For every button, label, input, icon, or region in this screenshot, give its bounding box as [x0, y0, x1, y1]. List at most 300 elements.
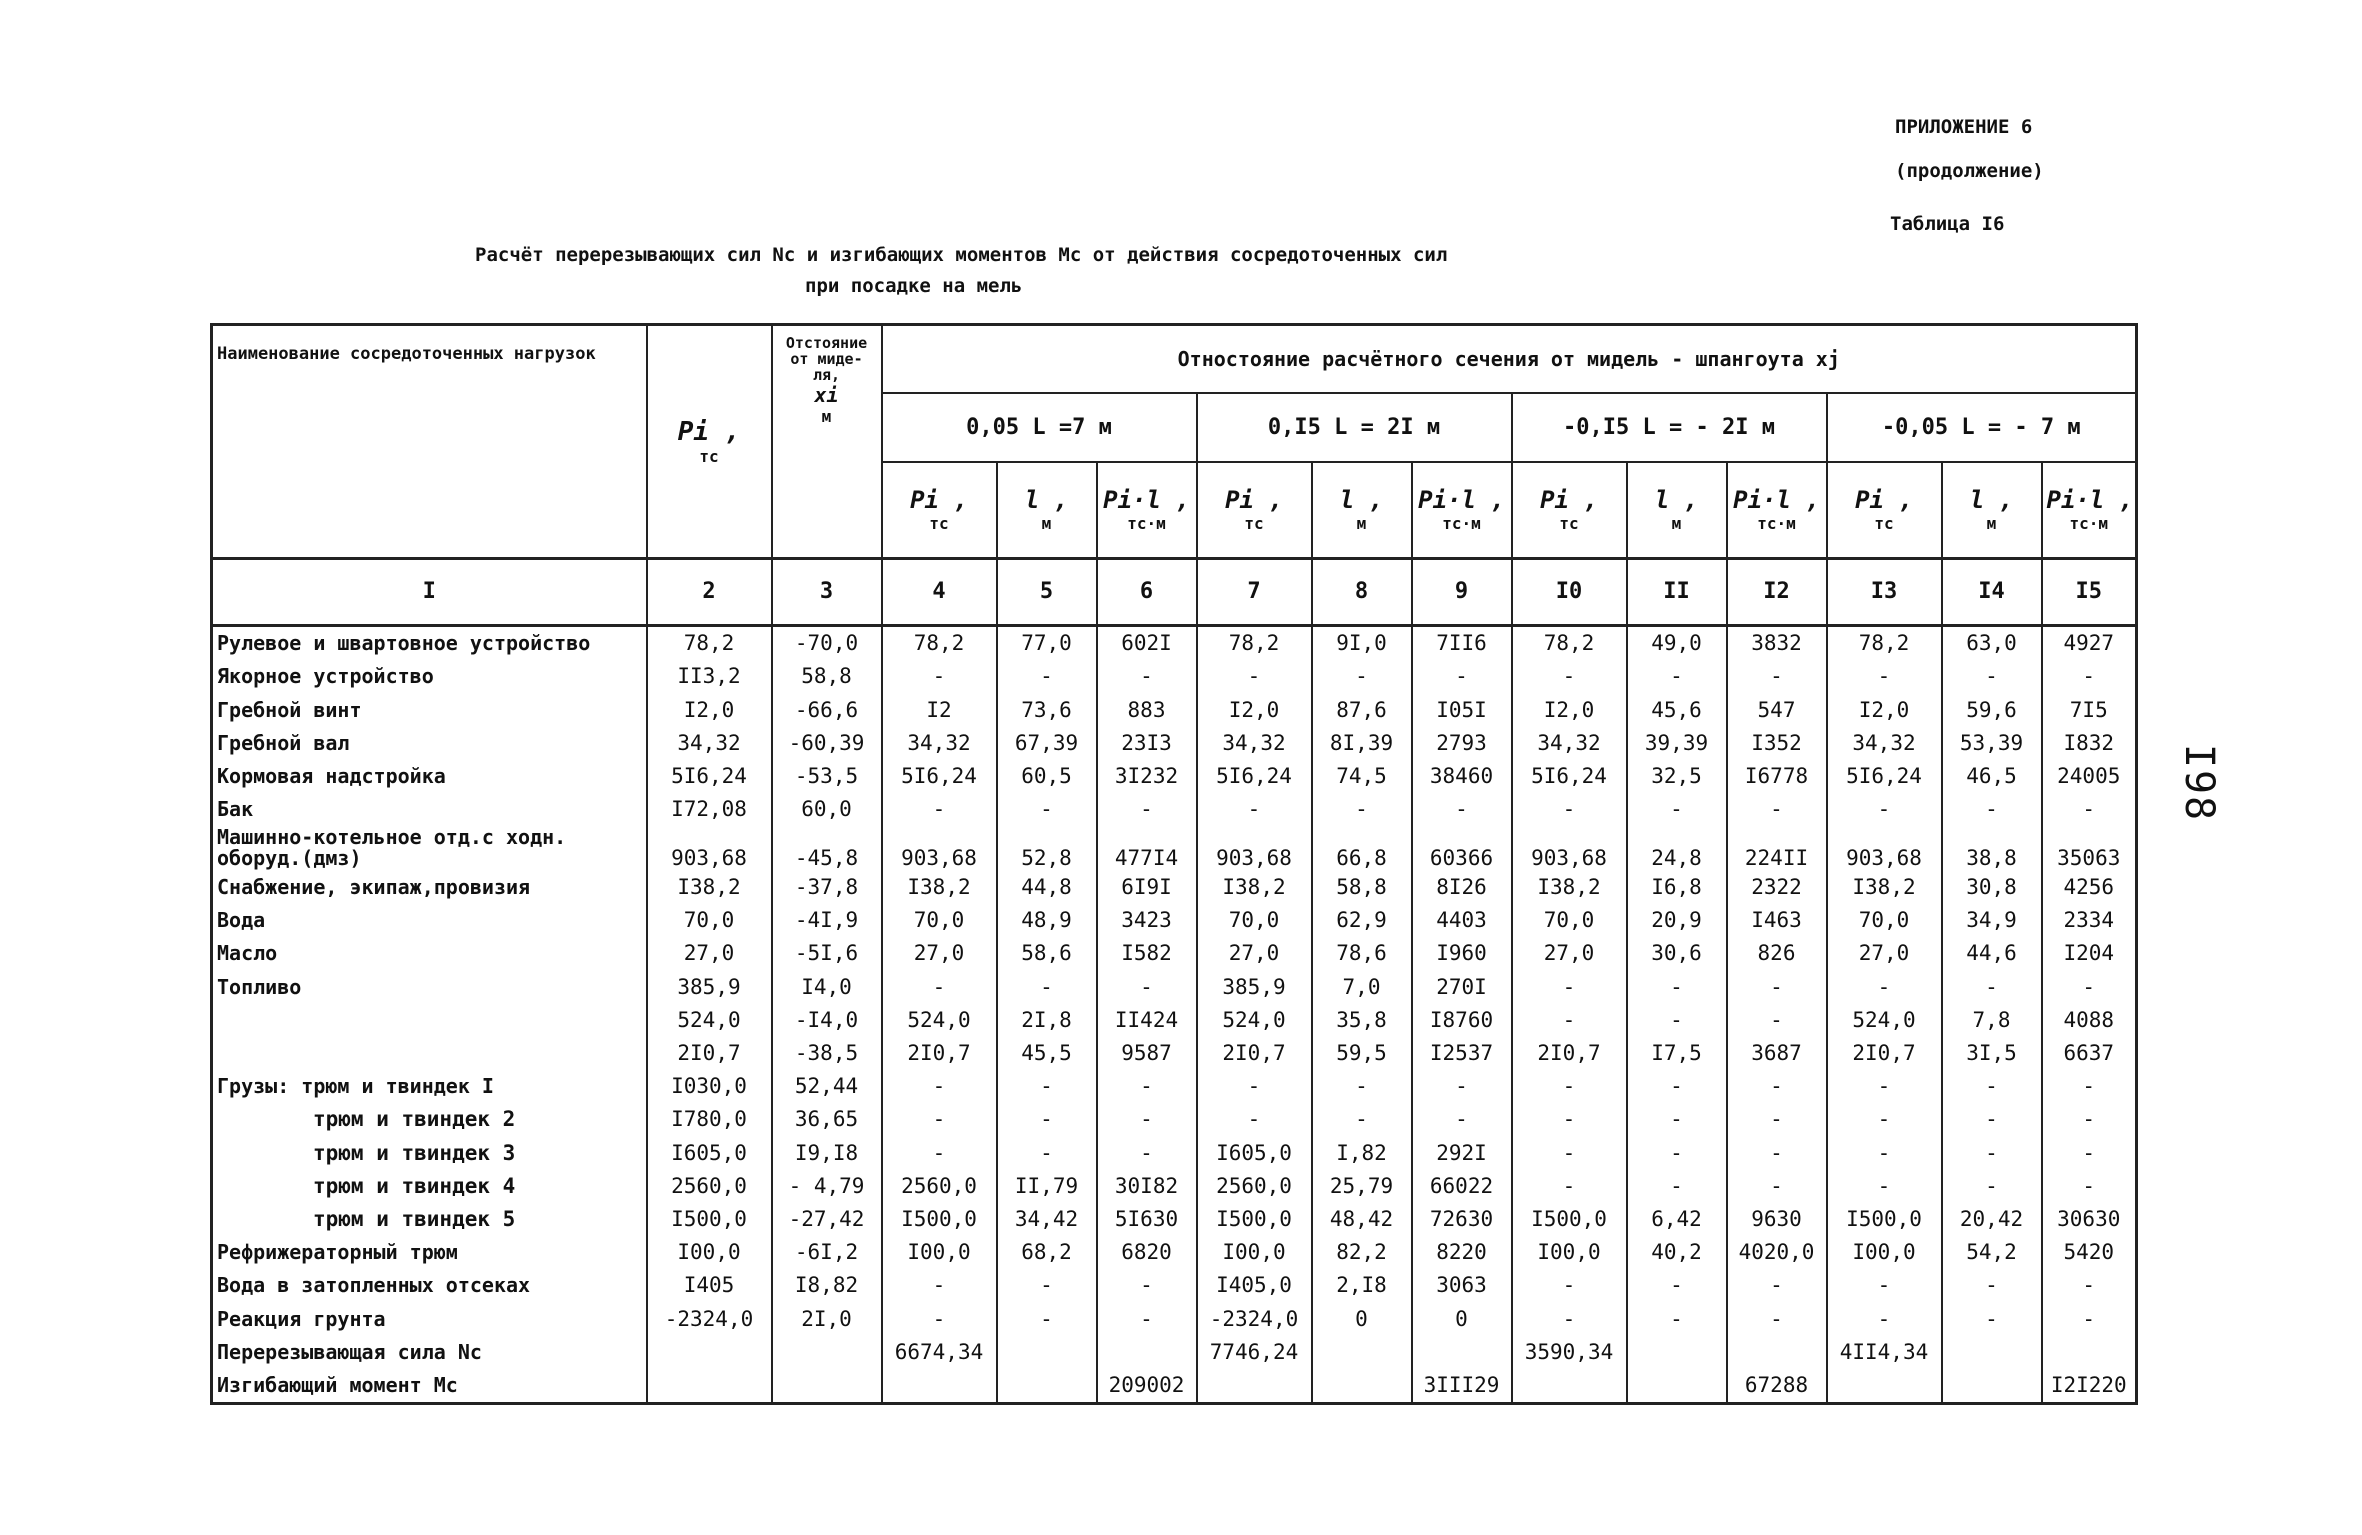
table-cell: 63,0 — [1942, 625, 2042, 660]
table-row — [212, 625, 2137, 660]
table-cell: - — [1827, 1269, 1942, 1302]
table-cell: - — [1727, 1136, 1827, 1169]
column-number: I4 — [1942, 559, 2042, 625]
column-number: I5 — [2042, 559, 2137, 625]
table-cell: - — [1942, 793, 2042, 826]
table-cell: I2,0 — [1197, 693, 1312, 726]
table-cell: 385,9 — [1197, 970, 1312, 1003]
table-cell: I2I220 — [2042, 1369, 2137, 1404]
table-cell: 58,6 — [997, 937, 1097, 970]
header-p-unit: тс — [699, 447, 719, 467]
table-cell: - — [997, 970, 1097, 1003]
table-cell: 44,8 — [997, 870, 1097, 903]
table-cell: 35,8 — [1312, 1003, 1412, 1036]
subheader-pl-2 — [1412, 462, 1512, 559]
table-cell: 826 — [1727, 937, 1827, 970]
column-number: I2 — [1727, 559, 1827, 625]
table-cell: 7,8 — [1942, 1003, 2042, 1036]
table-cell: - — [2042, 1136, 2137, 1169]
column-number: 8 — [1312, 559, 1412, 625]
column-number: 7 — [1197, 559, 1312, 625]
table-cell: - — [1727, 793, 1827, 826]
table-cell — [997, 1369, 1097, 1404]
table-cell: - — [1627, 660, 1727, 693]
subheader-l-3 — [1627, 462, 1727, 559]
table-cell: I00,0 — [1197, 1236, 1312, 1269]
table-cell: I8760 — [1412, 1003, 1512, 1036]
table-cell: 70,0 — [1827, 903, 1942, 936]
table-cell: 6I9I — [1097, 870, 1197, 903]
table-cell: 3063 — [1412, 1269, 1512, 1302]
table-cell: -60,39 — [772, 726, 882, 759]
table-row — [212, 1236, 2137, 1269]
table-cell: 60,0 — [772, 793, 882, 826]
table-cell: 0 — [1412, 1302, 1512, 1335]
table-cell: 6637 — [2042, 1036, 2137, 1069]
column-number: 3 — [772, 559, 882, 625]
table-cell: - — [1627, 1269, 1727, 1302]
table-cell: 6674,34 — [882, 1335, 997, 1368]
subheader-unit: м — [1986, 514, 1997, 534]
table-cell: 5I6,24 — [1512, 760, 1627, 793]
table-cell: 39,39 — [1627, 726, 1727, 759]
table-cell: 5I6,24 — [647, 760, 772, 793]
header-p-symbol: Pi , — [677, 417, 741, 448]
table-cell: - — [882, 1269, 997, 1302]
subheader-unit: тс·м — [1757, 514, 1796, 534]
subheader-symbol: l , — [1969, 486, 2014, 515]
table-cell: 45,5 — [997, 1036, 1097, 1069]
table-cell: 46,5 — [1942, 760, 2042, 793]
table-cell: 3832 — [1727, 625, 1827, 660]
table-cell: 8I,39 — [1312, 726, 1412, 759]
table-cell: 34,9 — [1942, 903, 2042, 936]
table-row — [212, 826, 2137, 870]
table-cell: 27,0 — [647, 937, 772, 970]
table-cell: - — [2042, 793, 2137, 826]
table-cell: 2I,0 — [772, 1302, 882, 1335]
table-cell: - — [1312, 793, 1412, 826]
table-cell: 70,0 — [1197, 903, 1312, 936]
table-cell: I204 — [2042, 937, 2137, 970]
table-row — [212, 1302, 2137, 1335]
table-cell: - — [1627, 1169, 1727, 1202]
table-cell: 5I6,24 — [882, 760, 997, 793]
table-cell: I500,0 — [1197, 1202, 1312, 1235]
table-row — [212, 726, 2137, 759]
column-number: 5 — [997, 559, 1097, 625]
table-cell: 58,8 — [772, 660, 882, 693]
table-cell: 2,I8 — [1312, 1269, 1412, 1302]
table-cell: - — [882, 660, 997, 693]
table-cell: 34,32 — [882, 726, 997, 759]
table-cell: 87,6 — [1312, 693, 1412, 726]
table-cell — [1627, 1369, 1727, 1404]
table-cell: 78,6 — [1312, 937, 1412, 970]
row-name: Машинно-котельное отд.с ходн. оборуд.(дмз) — [212, 826, 647, 870]
table-cell: 9I,0 — [1312, 625, 1412, 660]
table-cell: 73,6 — [997, 693, 1097, 726]
subheader-unit: тс·м — [1442, 514, 1481, 534]
table-cell: I00,0 — [882, 1236, 997, 1269]
table-cell — [647, 1335, 772, 1368]
row-name: Реакция грунта — [212, 1302, 647, 1335]
row-name: трюм и твиндек 5 — [212, 1202, 647, 1235]
row-name: Кормовая надстройка — [212, 760, 647, 793]
table-cell: I6,8 — [1627, 870, 1727, 903]
table-cell: - — [882, 1136, 997, 1169]
subheader-unit: м — [1671, 514, 1682, 534]
table-cell: I832 — [2042, 726, 2137, 759]
table-cell: I780,0 — [647, 1103, 772, 1136]
subheader-unit: тс — [1874, 514, 1894, 534]
table-cell: - — [1512, 660, 1627, 693]
table-cell: - — [997, 1070, 1097, 1103]
table-cell: 70,0 — [1512, 903, 1627, 936]
table-cell — [882, 1369, 997, 1404]
subheader-p-1 — [882, 462, 997, 559]
table-cell: I4,0 — [772, 970, 882, 1003]
row-name: Изгибающий момент Mc — [212, 1369, 647, 1404]
table-cell: I38,2 — [1197, 870, 1312, 903]
table-cell: 24,8 — [1627, 826, 1727, 870]
table-cell: I05I — [1412, 693, 1512, 726]
table-cell: 68,2 — [997, 1236, 1097, 1269]
table-cell: I2,0 — [1827, 693, 1942, 726]
table-cell: - — [1827, 1103, 1942, 1136]
table-cell: 0 — [1312, 1302, 1412, 1335]
row-name: трюм и твиндек 4 — [212, 1169, 647, 1202]
table-cell: - — [997, 1136, 1097, 1169]
table-cell: 270I — [1412, 970, 1512, 1003]
table-cell: I500,0 — [1512, 1202, 1627, 1235]
table-cell: 385,9 — [647, 970, 772, 1003]
subheader-symbol: l , — [1024, 486, 1069, 515]
table-cell: I960 — [1412, 937, 1512, 970]
table-cell: - — [1727, 970, 1827, 1003]
table-cell: 78,2 — [1827, 625, 1942, 660]
table-cell: - — [997, 793, 1097, 826]
subheader-symbol: l , — [1654, 486, 1699, 515]
table-cell: - — [1727, 1070, 1827, 1103]
table-row — [212, 793, 2137, 826]
table-cell: 2560,0 — [647, 1169, 772, 1202]
table-cell: 524,0 — [1827, 1003, 1942, 1036]
table-cell: 4927 — [2042, 625, 2137, 660]
table-cell: - — [1312, 1103, 1412, 1136]
table-cell: 70,0 — [882, 903, 997, 936]
table-cell: - — [2042, 1103, 2137, 1136]
table-cell: 5I6,24 — [1197, 760, 1312, 793]
header-name: Наименование сосредоточенных нагрузок — [212, 325, 647, 559]
table-cell: - — [1627, 970, 1727, 1003]
table-cell: - — [1727, 1269, 1827, 1302]
table-cell: - — [1627, 1003, 1727, 1036]
table-cell: 49,0 — [1627, 625, 1727, 660]
table-cell: 20,42 — [1942, 1202, 2042, 1235]
table-cell: 52,44 — [772, 1070, 882, 1103]
table-cell: - — [1512, 1070, 1627, 1103]
table-cell: - — [1942, 1136, 2042, 1169]
table-cell: I2,0 — [647, 693, 772, 726]
table-cell: -4I,9 — [772, 903, 882, 936]
table-cell: - — [1412, 793, 1512, 826]
column-number: 4 — [882, 559, 997, 625]
table-cell: -2324,0 — [647, 1302, 772, 1335]
table-cell: -53,5 — [772, 760, 882, 793]
table-row — [212, 1169, 2137, 1202]
table-cell: I500,0 — [882, 1202, 997, 1235]
table-cell: - — [1627, 793, 1727, 826]
table-cell: - — [1827, 1070, 1942, 1103]
column-number: 6 — [1097, 559, 1197, 625]
table-cell: 25,79 — [1312, 1169, 1412, 1202]
subheader-symbol: Pi , — [1540, 486, 1598, 515]
column-number: I3 — [1827, 559, 1942, 625]
table-cell — [1827, 1369, 1942, 1404]
table-cell: I2537 — [1412, 1036, 1512, 1069]
table-cell: -37,8 — [772, 870, 882, 903]
subheader-symbol: l , — [1339, 486, 1384, 515]
header-distance-unit: м — [821, 407, 832, 427]
header-p — [647, 325, 772, 559]
table-cell: - — [1312, 1070, 1412, 1103]
table-cell: - — [1512, 1136, 1627, 1169]
table-cell: 903,68 — [647, 826, 772, 870]
subheader-symbol: Pi·l , — [1103, 486, 1190, 515]
row-name: Снабжение, экипаж,провизия — [212, 870, 647, 903]
row-name — [212, 1036, 647, 1069]
table-cell: 53,39 — [1942, 726, 2042, 759]
table-cell: -70,0 — [772, 625, 882, 660]
table-cell: - — [1942, 970, 2042, 1003]
table-cell: I405,0 — [1197, 1269, 1312, 1302]
table-cell: - — [1197, 1070, 1312, 1103]
table-cell: -6I,2 — [772, 1236, 882, 1269]
table-cell: 883 — [1097, 693, 1197, 726]
table-cell: - — [1727, 1103, 1827, 1136]
subheader-symbol: Pi , — [910, 486, 968, 515]
table-cell: 5I630 — [1097, 1202, 1197, 1235]
table-cell: 9587 — [1097, 1036, 1197, 1069]
table-cell: 78,2 — [647, 625, 772, 660]
table-cell — [1412, 1335, 1512, 1368]
table-cell: 6820 — [1097, 1236, 1197, 1269]
table-cell: 78,2 — [1197, 625, 1312, 660]
page-number: I98 — [2176, 743, 2223, 823]
table-cell: 34,42 — [997, 1202, 1097, 1235]
table-cell: 78,2 — [882, 625, 997, 660]
table-cell: I6778 — [1727, 760, 1827, 793]
table-cell: 38460 — [1412, 760, 1512, 793]
table-cell: 2I0,7 — [1512, 1036, 1627, 1069]
table-cell: - — [1942, 1070, 2042, 1103]
table-cell: - — [2042, 1269, 2137, 1302]
table-cell: 24005 — [2042, 760, 2137, 793]
table-cell: - — [1512, 1169, 1627, 1202]
table-cell: - — [2042, 1070, 2137, 1103]
table-cell: 7II6 — [1412, 625, 1512, 660]
table-cell: I605,0 — [1197, 1136, 1312, 1169]
header-span: Отностояние расчётного сечения от мидель - шпангоута xj — [882, 325, 2137, 394]
table-cell: 58,8 — [1312, 870, 1412, 903]
subheader-symbol: Pi , — [1225, 486, 1283, 515]
table-cell: 524,0 — [647, 1003, 772, 1036]
table-cell: - — [1727, 660, 1827, 693]
table-cell: 602I — [1097, 625, 1197, 660]
table-cell: - — [1097, 1103, 1197, 1136]
table-cell: I38,2 — [1827, 870, 1942, 903]
table-cell: - — [1942, 1269, 2042, 1302]
table-cell: 547 — [1727, 693, 1827, 726]
table-cell: I352 — [1727, 726, 1827, 759]
table-row — [212, 1036, 2137, 1069]
table-cell: - — [1097, 793, 1197, 826]
table-cell: I,82 — [1312, 1136, 1412, 1169]
table-cell: II,79 — [997, 1169, 1097, 1202]
table-cell: 2560,0 — [882, 1169, 997, 1202]
table-cell: 20,9 — [1627, 903, 1727, 936]
table-cell: - — [1827, 1169, 1942, 1202]
table-cell: - — [1827, 793, 1942, 826]
table-cell: 2334 — [2042, 903, 2137, 936]
table-cell: -66,6 — [772, 693, 882, 726]
subheader-symbol: Pi·l , — [1733, 486, 1820, 515]
table-row — [212, 870, 2137, 903]
table-cell: 2I0,7 — [1827, 1036, 1942, 1069]
table-cell: 224II — [1727, 826, 1827, 870]
table-cell: - — [1312, 660, 1412, 693]
subheader-symbol: Pi , — [1855, 486, 1913, 515]
table-cell: 27,0 — [1197, 937, 1312, 970]
subheader-unit: тс — [1244, 514, 1264, 534]
table-title-line2: при посадке на мель — [805, 275, 1023, 297]
subheader-unit: тс·м — [1127, 514, 1166, 534]
table-cell: 2I0,7 — [882, 1036, 997, 1069]
row-name: трюм и твиндек 3 — [212, 1136, 647, 1169]
table-cell: 38,8 — [1942, 826, 2042, 870]
subheader-p-4 — [1827, 462, 1942, 559]
table-cell: I38,2 — [1512, 870, 1627, 903]
column-number: 2 — [647, 559, 772, 625]
subheader-symbol: Pi·l , — [1418, 486, 1505, 515]
subheader-p-3 — [1512, 462, 1627, 559]
table-cell: - — [1942, 1169, 2042, 1202]
table-cell: - — [1512, 793, 1627, 826]
table-cell: - — [1512, 1003, 1627, 1036]
appendix-label: ПРИЛОЖЕНИЕ 6 — [1895, 116, 2033, 138]
row-name: Топливо — [212, 970, 647, 1003]
table-cell: II3,2 — [647, 660, 772, 693]
table-cell: 40,2 — [1627, 1236, 1727, 1269]
table-cell: I2,0 — [1512, 693, 1627, 726]
table-cell: - — [882, 1302, 997, 1335]
table-cell: - — [882, 1103, 997, 1136]
table-cell: 44,6 — [1942, 937, 2042, 970]
table-row — [212, 1369, 2137, 1404]
table-cell: 45,6 — [1627, 693, 1727, 726]
table-cell: 903,68 — [882, 826, 997, 870]
table-cell: - — [1827, 1302, 1942, 1335]
table-cell: 3590,34 — [1512, 1335, 1627, 1368]
column-number: I0 — [1512, 559, 1627, 625]
table-cell: 3I,5 — [1942, 1036, 2042, 1069]
table-cell: -I4,0 — [772, 1003, 882, 1036]
table-cell: I030,0 — [647, 1070, 772, 1103]
table-cell: I463 — [1727, 903, 1827, 936]
table-cell: - — [882, 1070, 997, 1103]
table-cell: 3III29 — [1412, 1369, 1512, 1404]
subheader-unit: тс — [929, 514, 949, 534]
table-cell — [772, 1369, 882, 1404]
table-cell: 903,68 — [1512, 826, 1627, 870]
table-cell — [2042, 1335, 2137, 1368]
header-distance — [772, 325, 882, 559]
table-cell: - — [1512, 1302, 1627, 1335]
table-cell: 4403 — [1412, 903, 1512, 936]
header-distance-label: Отстояние от миде- ля, — [785, 334, 868, 384]
table-cell: 67288 — [1727, 1369, 1827, 1404]
table-cell: 7I5 — [2042, 693, 2137, 726]
table-row — [212, 1103, 2137, 1136]
table-cell: 4256 — [2042, 870, 2137, 903]
table-cell: - — [2042, 1302, 2137, 1335]
header-section-3: -0,I5 L = - 2I м — [1512, 393, 1827, 462]
table-cell — [997, 1335, 1097, 1368]
row-name — [212, 1003, 647, 1036]
table-cell: - — [1827, 1136, 1942, 1169]
table-cell: 3I232 — [1097, 760, 1197, 793]
table-cell: - — [1197, 793, 1312, 826]
table-cell: - — [1627, 1302, 1727, 1335]
table-cell: 7,0 — [1312, 970, 1412, 1003]
table-cell: I9,I8 — [772, 1136, 882, 1169]
table-cell: - — [1097, 1070, 1197, 1103]
table-cell: 30630 — [2042, 1202, 2137, 1235]
table-cell: -38,5 — [772, 1036, 882, 1069]
header-section-2: 0,I5 L = 2I м — [1197, 393, 1512, 462]
table-cell — [1942, 1335, 2042, 1368]
table-cell: 27,0 — [1827, 937, 1942, 970]
table-cell: 23I3 — [1097, 726, 1197, 759]
table-cell: I00,0 — [1512, 1236, 1627, 1269]
table-cell: - — [1512, 970, 1627, 1003]
row-name: Вода — [212, 903, 647, 936]
table-cell: 52,8 — [997, 826, 1097, 870]
table-cell: 5I6,24 — [1827, 760, 1942, 793]
subheader-l-2 — [1312, 462, 1412, 559]
table-cell: 30I82 — [1097, 1169, 1197, 1202]
column-number: I — [212, 559, 647, 625]
table-cell: 903,68 — [1197, 826, 1312, 870]
table-cell — [1512, 1369, 1627, 1404]
table-cell: I500,0 — [647, 1202, 772, 1235]
table-cell: I605,0 — [647, 1136, 772, 1169]
table-cell: - — [997, 1302, 1097, 1335]
table-cell: - — [1827, 970, 1942, 1003]
table-cell: - — [1097, 1269, 1197, 1302]
table-cell: 2322 — [1727, 870, 1827, 903]
table-cell: - — [1942, 660, 2042, 693]
table-cell: 70,0 — [647, 903, 772, 936]
table-cell: 60,5 — [997, 760, 1097, 793]
table-cell: I8,82 — [772, 1269, 882, 1302]
table-cell: 34,32 — [1827, 726, 1942, 759]
table-cell: 209002 — [1097, 1369, 1197, 1404]
table-cell: 2I0,7 — [1197, 1036, 1312, 1069]
table-cell: 36,65 — [772, 1103, 882, 1136]
table-cell: - — [2042, 1169, 2137, 1202]
